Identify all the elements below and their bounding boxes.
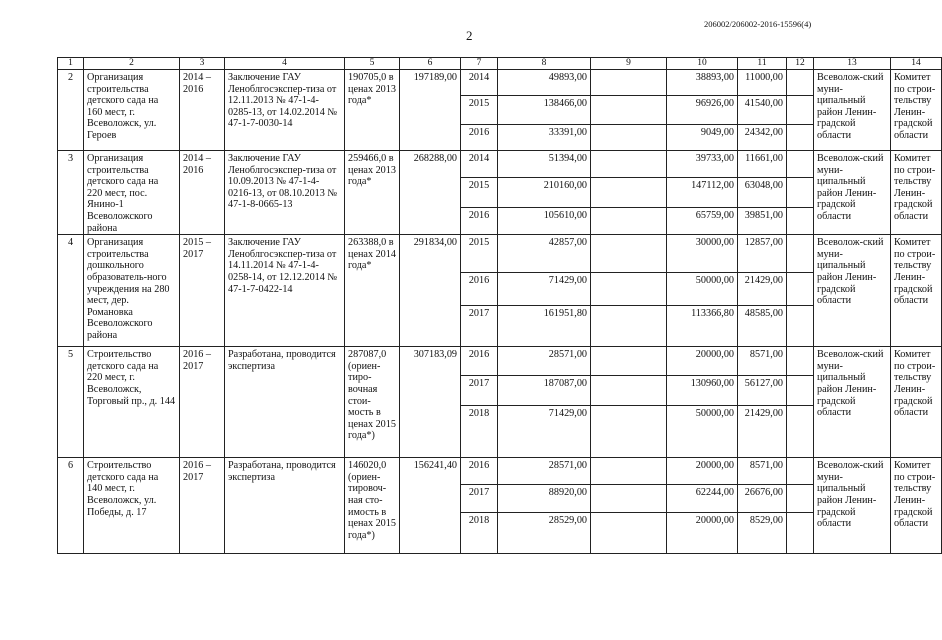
row-number-cell: 3 (58, 151, 84, 235)
customer-cell: Комитет по строи-тельству Ленин-градской области (891, 347, 942, 458)
amount-total-cell: 71429,00 (498, 273, 591, 306)
amount-local-cell: 8529,00 (738, 513, 787, 554)
municipality-cell: Всеволож-ский муни-ципальный район Ленин-градской области (814, 235, 891, 347)
row-number-cell: 2 (58, 70, 84, 151)
amount-other-cell (787, 235, 814, 273)
municipality-cell: Всеволож-ский муни-ципальный район Ленин-градской области (814, 70, 891, 151)
amount-total-cell: 51394,00 (498, 151, 591, 178)
amount-regional-cell: 20000,00 (667, 513, 738, 554)
expertise-cell: Заключение ГАУ Леноблгосэкспер-тиза от 14.11.2014 № 47-1-4-0258-14, от 12.12.2014 № 47-1-7-0422-14 (225, 235, 345, 347)
amount-local-cell: 8571,00 (738, 458, 787, 485)
total-cost-cell: 307183,09 (400, 347, 461, 458)
amount-total-cell: 28529,00 (498, 513, 591, 554)
expertise-cell: Разработана, проводится экспертиза (225, 458, 345, 554)
amount-regional-cell: 65759,00 (667, 208, 738, 235)
amount-local-cell: 8571,00 (738, 347, 787, 376)
year-cell: 2015 (461, 178, 498, 208)
amount-total-cell: 161951,80 (498, 306, 591, 347)
header-cell: 12 (787, 58, 814, 70)
header-cell: 9 (591, 58, 667, 70)
amount-local-cell: 21429,00 (738, 273, 787, 306)
amount-federal-cell (591, 208, 667, 235)
amount-federal-cell (591, 151, 667, 178)
amount-regional-cell: 30000,00 (667, 235, 738, 273)
year-cell: 2018 (461, 513, 498, 554)
amount-total-cell: 138466,00 (498, 96, 591, 125)
amount-federal-cell (591, 458, 667, 485)
amount-other-cell (787, 125, 814, 151)
row-number-cell: 4 (58, 235, 84, 347)
total-cost-cell: 197189,00 (400, 70, 461, 151)
year-cell: 2016 (461, 125, 498, 151)
amount-total-cell: 33391,00 (498, 125, 591, 151)
header-cell: 5 (345, 58, 400, 70)
header-cell: 2 (84, 58, 180, 70)
customer-cell: Комитет по строи-тельству Ленин-градской области (891, 458, 942, 554)
header-row (58, 58, 942, 70)
amount-regional-cell: 113366,80 (667, 306, 738, 347)
total-cost-cell: 268288,00 (400, 151, 461, 235)
amount-other-cell (787, 406, 814, 458)
table-row (58, 151, 942, 178)
amount-total-cell: 28571,00 (498, 458, 591, 485)
amount-federal-cell (591, 178, 667, 208)
amount-federal-cell (591, 235, 667, 273)
header-cell: 14 (891, 58, 942, 70)
object-name-cell: Организация строительства детского сада на 160 мест, г. Всеволожск, ул. Героев (84, 70, 180, 151)
amount-local-cell: 63048,00 (738, 178, 787, 208)
amount-federal-cell (591, 485, 667, 513)
amount-total-cell: 105610,00 (498, 208, 591, 235)
object-name-cell: Строительство детского сада на 140 мест, г. Всеволожск, ул. Победы, д. 17 (84, 458, 180, 554)
amount-regional-cell: 96926,00 (667, 96, 738, 125)
row-number-cell: 6 (58, 458, 84, 554)
amount-federal-cell (591, 513, 667, 554)
table-row (58, 347, 942, 376)
row-number-cell: 5 (58, 347, 84, 458)
amount-total-cell: 28571,00 (498, 347, 591, 376)
total-cost-cell: 291834,00 (400, 235, 461, 347)
amount-other-cell (787, 273, 814, 306)
table-row (58, 458, 942, 485)
period-cell: 2016 – 2017 (180, 458, 225, 554)
amount-total-cell: 49893,00 (498, 70, 591, 96)
header-cell: 1 (58, 58, 84, 70)
year-cell: 2015 (461, 235, 498, 273)
year-cell: 2018 (461, 406, 498, 458)
amount-regional-cell: 39733,00 (667, 151, 738, 178)
amount-local-cell: 56127,00 (738, 376, 787, 406)
expertise-cell: Разработана, проводится экспертиза (225, 347, 345, 458)
period-cell: 2015 – 2017 (180, 235, 225, 347)
estimated-cost-cell: 259466,0 в ценах 2013 года* (345, 151, 400, 235)
year-cell: 2016 (461, 458, 498, 485)
amount-local-cell: 11000,00 (738, 70, 787, 96)
amount-other-cell (787, 485, 814, 513)
year-cell: 2014 (461, 70, 498, 96)
municipality-cell: Всеволож-ский муни-ципальный район Ленин-градской области (814, 347, 891, 458)
estimated-cost-cell: 287087,0 (ориен-тиро-вочная стои-мость в ценах 2015 года*) (345, 347, 400, 458)
year-cell: 2016 (461, 273, 498, 306)
municipality-cell: Всеволож-ский муни-ципальный район Ленин-градской области (814, 151, 891, 235)
period-cell: 2016 – 2017 (180, 347, 225, 458)
table-row (58, 70, 942, 96)
document-id: 206002/206002-2016-15596(4) (704, 19, 812, 29)
municipality-cell: Всеволож-ский муни-ципальный район Ленин-градской области (814, 458, 891, 554)
amount-local-cell: 21429,00 (738, 406, 787, 458)
amount-other-cell (787, 70, 814, 96)
amount-other-cell (787, 178, 814, 208)
amount-local-cell: 24342,00 (738, 125, 787, 151)
amount-other-cell (787, 376, 814, 406)
year-cell: 2016 (461, 208, 498, 235)
amount-regional-cell: 147112,00 (667, 178, 738, 208)
estimated-cost-cell: 190705,0 в ценах 2013 года* (345, 70, 400, 151)
amount-federal-cell (591, 125, 667, 151)
expertise-cell: Заключение ГАУ Леноблгосэкспер-тиза от 10.09.2013 № 47-1-4-0216-13, от 08.10.2013 № 47-1-8-0665-13 (225, 151, 345, 235)
amount-federal-cell (591, 273, 667, 306)
object-name-cell: Строительство детского сада на 220 мест, г. Всеволожск, Торговый пр., д. 144 (84, 347, 180, 458)
amount-total-cell: 71429,00 (498, 406, 591, 458)
amount-federal-cell (591, 347, 667, 376)
amount-federal-cell (591, 306, 667, 347)
amount-regional-cell: 20000,00 (667, 347, 738, 376)
amount-local-cell: 11661,00 (738, 151, 787, 178)
year-cell: 2017 (461, 306, 498, 347)
amount-federal-cell (591, 376, 667, 406)
object-name-cell: Организация строительства детского сада на 220 мест, пос. Янино-1 Всеволожского района (84, 151, 180, 235)
estimated-cost-cell: 263388,0 в ценах 2014 года* (345, 235, 400, 347)
period-cell: 2014 – 2016 (180, 151, 225, 235)
table-row (58, 235, 942, 273)
amount-regional-cell: 38893,00 (667, 70, 738, 96)
amount-regional-cell: 62244,00 (667, 485, 738, 513)
amount-total-cell: 210160,00 (498, 178, 591, 208)
customer-cell: Комитет по строи-тельству Ленин-градской области (891, 235, 942, 347)
header-cell: 10 (667, 58, 738, 70)
amount-other-cell (787, 208, 814, 235)
header-cell: 11 (738, 58, 787, 70)
expertise-cell: Заключение ГАУ Леноблгосэкспер-тиза от 12.11.2013 № 47-1-4-0285-13, от 14.02.2014 № 47-1-7-0030-14 (225, 70, 345, 151)
amount-other-cell (787, 96, 814, 125)
amount-regional-cell: 9049,00 (667, 125, 738, 151)
amount-regional-cell: 130960,00 (667, 376, 738, 406)
header-cell: 7 (461, 58, 498, 70)
amount-total-cell: 42857,00 (498, 235, 591, 273)
year-cell: 2017 (461, 376, 498, 406)
period-cell: 2014 – 2016 (180, 70, 225, 151)
customer-cell: Комитет по строи-тельству Ленин-градской области (891, 151, 942, 235)
total-cost-cell: 156241,40 (400, 458, 461, 554)
amount-total-cell: 187087,00 (498, 376, 591, 406)
year-cell: 2014 (461, 151, 498, 178)
customer-cell: Комитет по строи-тельству Ленин-градской области (891, 70, 942, 151)
page-number: 2 (466, 28, 473, 43)
amount-other-cell (787, 458, 814, 485)
construction-schedule-table (57, 57, 942, 554)
amount-regional-cell: 50000,00 (667, 273, 738, 306)
amount-federal-cell (591, 96, 667, 125)
header-cell: 4 (225, 58, 345, 70)
estimated-cost-cell: 146020,0 (ориен-тировоч-ная сто-имость в ценах 2015 года*) (345, 458, 400, 554)
amount-local-cell: 12857,00 (738, 235, 787, 273)
amount-federal-cell (591, 406, 667, 458)
amount-regional-cell: 50000,00 (667, 406, 738, 458)
year-cell: 2016 (461, 347, 498, 376)
amount-other-cell (787, 151, 814, 178)
header-cell: 3 (180, 58, 225, 70)
object-name-cell: Организация строительства дошкольного образователь-ного учреждения на 280 мест, дер. Романовка Всеволожского района (84, 235, 180, 347)
header-cell: 13 (814, 58, 891, 70)
amount-federal-cell (591, 70, 667, 96)
amount-local-cell: 41540,00 (738, 96, 787, 125)
amount-other-cell (787, 347, 814, 376)
amount-local-cell: 48585,00 (738, 306, 787, 347)
header-cell: 6 (400, 58, 461, 70)
amount-regional-cell: 20000,00 (667, 458, 738, 485)
amount-total-cell: 88920,00 (498, 485, 591, 513)
year-cell: 2017 (461, 485, 498, 513)
header-cell: 8 (498, 58, 591, 70)
amount-other-cell (787, 306, 814, 347)
amount-local-cell: 39851,00 (738, 208, 787, 235)
year-cell: 2015 (461, 96, 498, 125)
amount-local-cell: 26676,00 (738, 485, 787, 513)
amount-other-cell (787, 513, 814, 554)
